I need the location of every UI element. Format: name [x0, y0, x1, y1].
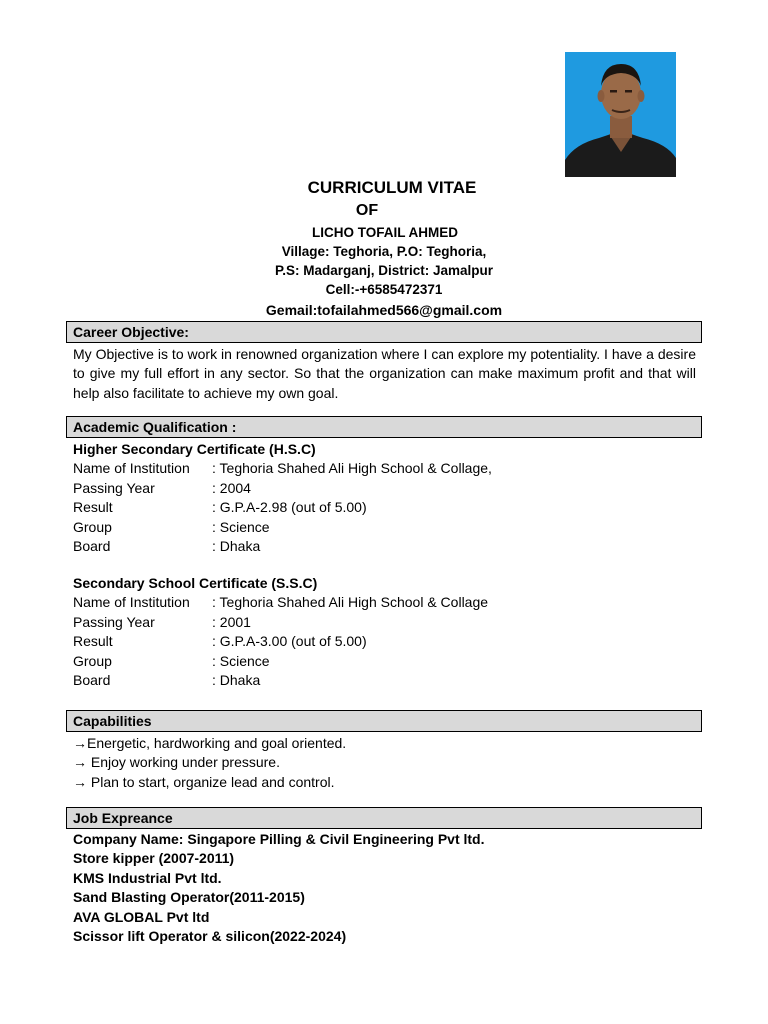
row-label: Result	[73, 499, 113, 516]
row-label: Name of Institution	[73, 594, 190, 611]
list-item: Scissor lift Operator & silicon(2022-2024)	[73, 928, 347, 945]
row-label: Name of Institution	[73, 460, 190, 477]
section-heading-academic: Academic Qualification :	[66, 416, 702, 438]
email-address: Gemail:tofailahmed566@gmail.com	[265, 302, 503, 318]
ssc-block	[73, 574, 488, 690]
table-row	[73, 479, 492, 498]
person-portrait-icon	[565, 52, 676, 177]
phone-number: Cell:-+6585472371	[325, 282, 443, 297]
row-value: : 2001	[212, 613, 251, 630]
table-row	[73, 632, 488, 651]
address-line-1: Village: Teghoria, P.O: Teghoria,	[281, 244, 487, 259]
section-heading-capabilities: Capabilities	[66, 710, 702, 732]
row-value: : Science	[212, 652, 270, 669]
row-label: Passing Year	[73, 479, 155, 496]
career-objective-text: My Objective is to work in renowned organization where I can explore my potentiality. I have a desire to give my full effort in any sector. So that the organization can make maximum profit and that will help also facilitate to achieve my own goal.	[73, 346, 696, 401]
row-value: : Science	[212, 518, 270, 535]
table-row	[73, 498, 492, 517]
table-row	[73, 537, 492, 556]
row-value: : G.P.A-2.98 (out of 5.00)	[212, 499, 367, 516]
capabilities-list	[73, 734, 346, 792]
ssc-title: Secondary School Certificate (S.S.C)	[73, 575, 318, 591]
list-item: Sand Blasting Operator(2011-2015)	[73, 889, 305, 906]
list-item: KMS Industrial Pvt ltd.	[73, 869, 222, 886]
row-value: : Teghoria Shahed Ali High School & Collage	[212, 594, 489, 611]
section-heading-career-objective: Career Objective:	[66, 321, 702, 343]
job-experience-list	[73, 830, 485, 946]
table-row	[73, 518, 492, 537]
row-label: Result	[73, 633, 113, 650]
list-item: → Plan to start, organize lead and control.	[73, 773, 335, 790]
title-of: OF	[355, 202, 379, 219]
table-row	[73, 613, 488, 632]
list-item: Store kipper (2007-2011)	[73, 850, 235, 867]
document-title: CURRICULUM VITAE	[307, 178, 477, 197]
row-value: : Dhaka	[212, 672, 261, 689]
section-heading-job-experience: Job Expreance	[66, 807, 702, 829]
row-label: Group	[73, 518, 112, 535]
table-row	[73, 593, 488, 612]
row-value: : Dhaka	[212, 538, 261, 555]
row-value: : G.P.A-3.00 (out of 5.00)	[212, 633, 367, 650]
table-row	[73, 459, 492, 478]
row-label: Group	[73, 652, 112, 669]
table-row	[73, 671, 488, 690]
profile-photo	[565, 52, 676, 177]
hsc-block	[73, 440, 492, 556]
candidate-name: LICHO TOFAIL AHMED	[311, 225, 458, 240]
row-value: : 2004	[212, 479, 251, 496]
list-item: AVA GLOBAL Pvt ltd	[73, 908, 210, 925]
row-label: Board	[73, 672, 111, 689]
address-line-2: P.S: Madarganj, District: Jamalpur	[274, 263, 494, 278]
hsc-title: Higher Secondary Certificate (H.S.C)	[73, 441, 316, 457]
row-label: Board	[73, 538, 111, 555]
row-label: Passing Year	[73, 613, 155, 630]
list-item: Company Name: Singapore Pilling & Civil Engineering Pvt ltd.	[73, 831, 485, 847]
list-item: →Energetic, hardworking and goal oriented.	[73, 735, 347, 751]
table-row	[73, 652, 488, 671]
list-item: → Enjoy working under pressure.	[73, 754, 280, 771]
row-value: : Teghoria Shahed Ali High School & Collage,	[212, 460, 492, 477]
